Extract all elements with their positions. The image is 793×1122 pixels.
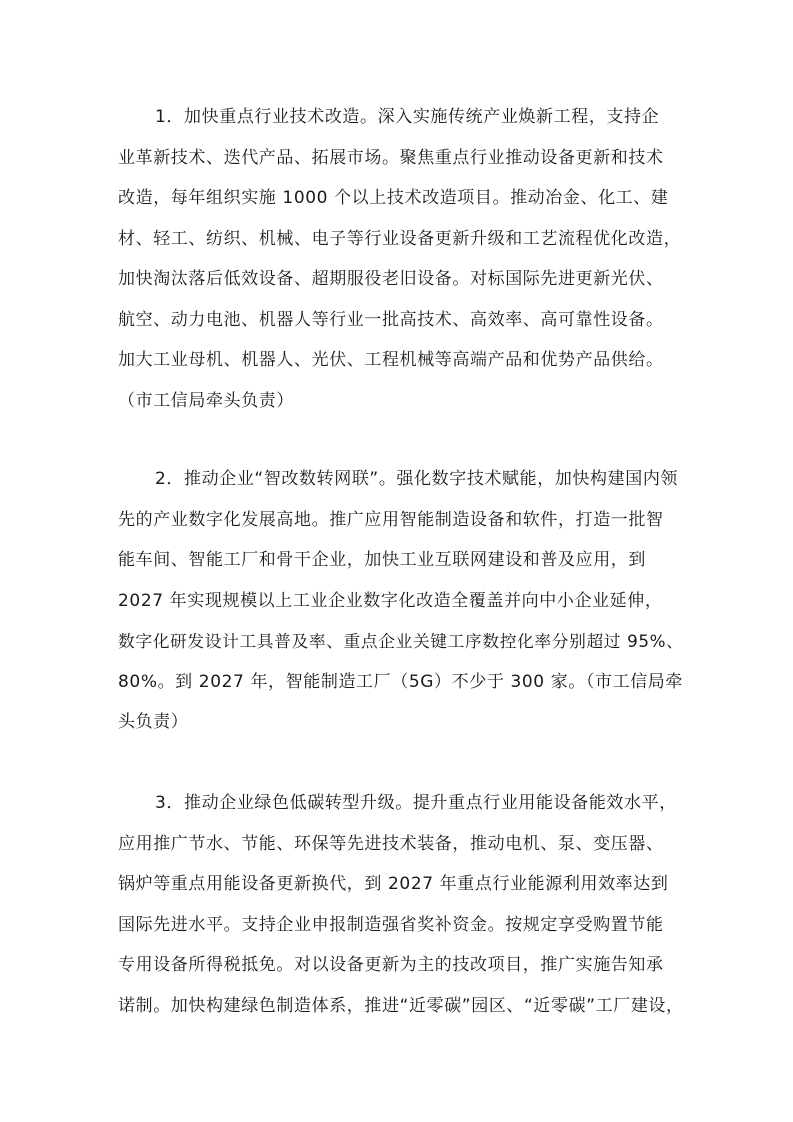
paragraph-line: 锅炉等重点用能设备更新换代，到 2027 年重点行业能源利用效率达到 [118,874,669,894]
paragraph-line: 2027 年实现规模以上工业企业数字化改造全覆盖并向中小企业延伸， [118,590,663,611]
paragraph-line: 3．推动企业绿色低碳转型升级。提升重点行业用能设备能效水平， [155,793,677,813]
paragraph-line: 材、轻工、纺织、机械、电子等行业设备更新升级和工艺流程优化改造， [118,228,682,249]
paragraph-technical-renovation [118,97,684,421]
paragraph-line: 航空、动力电池、机器人等行业一批高技术、高效率、高可靠性设备。 [118,309,664,330]
paragraph-green-low-carbon [118,783,684,1026]
paragraph-line: 专用设备所得税抵免。对以设备更新为主的技改项目，推广实施告知承 [118,955,664,975]
paragraph-line: 能车间、智能工厂和骨干企业，加快工业互联网建设和普及应用，到 [118,550,646,570]
paragraph-line: 应用推广节水、节能、环保等先进技术装备，推动电机、泵、变压器、 [118,833,664,854]
paragraph-line: （市工信局牵头负责） [118,390,294,411]
paragraph-line: 诺制。加快构建绿色制造体系，推进“近零碳”园区、“近零碳”工厂建设， [118,995,684,1016]
paragraph-line: 加快淘汰落后低效设备、超期服役老旧设备。对标国际先进更新光伏、 [118,269,664,289]
paragraph-line: 头负责） [118,712,189,732]
paragraph-line: 2．推动企业“智改数转网联”。强化数字技术赋能，加快构建国内领 [155,469,679,489]
paragraph-line: 国际先进水平。支持企业申报制造强省奖补资金。按规定享受购置节能 [118,914,664,935]
paragraph-line: 加大工业母机、机器人、光伏、工程机械等高端产品和优势产品供给。 [118,350,664,370]
paragraph-line: 80%。到 2027 年，智能制造工厂（5G）不少于 300 家。（市工信局牵 [118,671,683,692]
paragraph-line: 数字化研发设计工具普及率、重点企业关键工序数控化率分别超过 95%、 [118,631,684,651]
paragraph-line: 改造，每年组织实施 1000 个以上技术改造项目。推动冶金、化工、建 [118,188,669,208]
paragraph-digital-transformation [118,459,684,743]
paragraph-line: 先的产业数字化发展高地。推广应用智能制造设备和软件，打造一批智 [118,509,664,530]
paragraph-line: 业革新技术、迭代产品、拓展市场。聚焦重点行业推动设备更新和技术 [118,147,664,168]
paragraph-line: 1．加快重点行业技术改造。深入实施传统产业焕新工程，支持企 [155,107,660,127]
